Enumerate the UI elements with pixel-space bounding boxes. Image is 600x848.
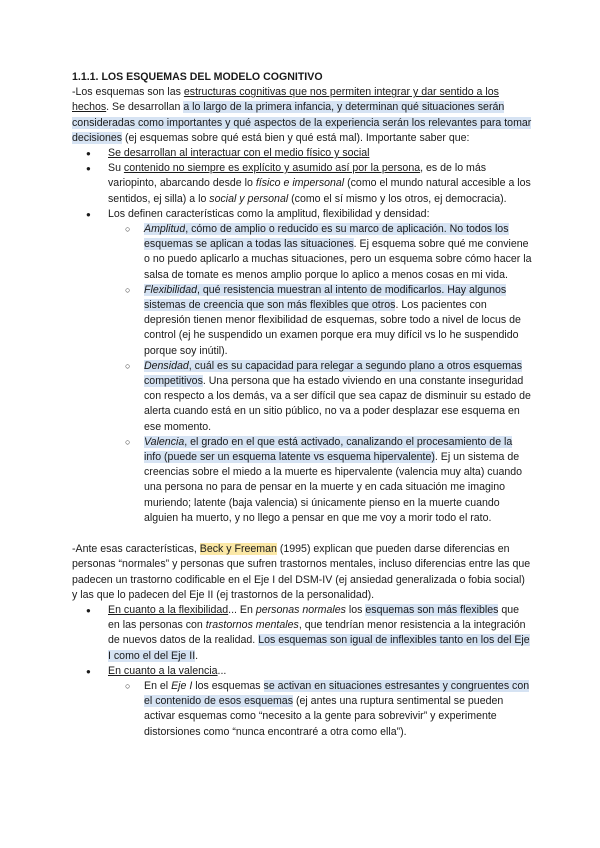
sublist-item-flexibilidad: ○ Flexibilidad, qué resistencia muestran al intento de modificarlos. Hay algunos sistemas de creencia que son más flexibles que otros. Los pacientes con depresión tienen menor flexibilidad de esquemas, sobre todo a nivel de locus de control (ej he suspendido un examen porque era muy difícil vs lo he suspendido porque soy inútil).	[108, 283, 532, 359]
list-item: ● Se desarrollan al interactuar con el medio físico y social	[72, 146, 532, 161]
sublist-item-eje1: ○ En el Eje I los esquemas se activan en situaciones estresantes y congruentes con el contenido de esos esquemas (ej antes una ruptura sentimental se pueden activar esquemas como “necesito a la gente para sobrevivir” y experimente distorsiones como “nunca encontraré a otra como ella”).	[108, 679, 532, 740]
characteristics-list	[72, 146, 532, 526]
intro-paragraph: -Los esquemas son las estructuras cognitivas que nos permiten integrar y dar sentido a los hechos. Se desarrollan a lo largo de la primera infancia, y determinan qué situaciones serán consideradas como importantes y qué aspectos de la experiencia serán los relevantes para tomar decisiones (ej esquemas sobre qué está bien y qué está mal). Importante saber que:	[72, 86, 532, 144]
list-item: ● Los definen características como la amplitud, flexibilidad y densidad: ○ Amplitud, cómo de amplio o reducido es su marco de aplicación. No todos los esquemas se aplican a todas las situaciones. Ej esquema sobre qué me conviene o no puedo aplicarlo a muchas situaciones, pero un esquema sobre cómo hacer la salsa de tomate es menos amplio porque lo aplico a menos cosas en mi vida. ○ Flexibilidad, qué resistencia muestran al intento de modificarlos. Hay algunos sistemas de creencia que son más flexibles que otros. Los pacientes con depresión tienen menor flexibilidad de esquemas, sobre todo a nivel de locus de control (ej he suspendido un examen porque era muy difícil vs lo he suspendido porque soy inútil). ○ Densidad, cuál es su capacidad para relegar a segundo plano a otros esquemas competitivos. Una persona que ha estado viviendo en una constante inseguridad con respecto a los demás, va a ser difícil que sea capaz de disminuir su estado de alerta cuando está en un sitio público, no va a poder desplazar ese esquema en ese momento. ○ Valencia, el grado en el que está activado, canalizando el procesamiento de la info (puede ser un esquema latente vs esquema hipervalente). Ej un sistema de creencias sobre el miedo a la muerte es hipervalente (valencia muy alta) cuando una persona no para de pensar en la muerte y en cada situación me imagino muriendo; latente (baja valencia) si únicamente pienso en la muerte cuando alguien ha muerto, y no llego a pensar en que me voy a morir todo el rato.	[72, 207, 532, 526]
sublist	[108, 222, 532, 526]
list-item: ● En cuanto a la flexibilidad... En personas normales los esquemas son más flexibles que en las personas con trastornos mentales, que tendrían menor resistencia a la integración de nuevos datos de la realidad. Los esquemas son igual de inflexibles tanto en los del Eje I como el del Eje II.	[72, 603, 532, 664]
list-item: ● Su contenido no siempre es explícito y asumido así por la persona, es de lo más variopinto, abarcando desde lo físico e impersonal (como el mundo natural accesible a los sentidos, ej silla) a lo social y personal (como el sí mismo y los otros, ej democracia).	[72, 161, 532, 207]
list-item: ● En cuanto a la valencia... ○ En el Eje I los esquemas se activan en situaciones estresantes y congruentes con el contenido de esos esquemas (ej antes una ruptura sentimental se pueden activar esquemas como “necesito a la gente para sobrevivir” y experimente distorsiones como “nunca encontraré a otra como ella”).	[72, 664, 532, 740]
beck-freeman-paragraph: -Ante esas características, Beck y Freeman (1995) explican que pueden darse diferencias en personas “normales” y personas que sufren trastornos mentales, incluso diferencias entre las que padecen un trastorno codificable en el Eje I del DSM-IV (ej ansiedad generalizada o fobia social) y las que lo padecen del Eje II (ej trastornos de la personalidad).	[72, 543, 531, 601]
sublist-item-amplitud: ○ Amplitud, cómo de amplio o reducido es su marco de aplicación. No todos los esquemas se aplican a todas las situaciones. Ej esquema sobre qué me conviene o no puedo aplicarlo a muchas situaciones, pero un esquema sobre cómo hacer la salsa de tomate es menos amplio porque lo aplico a menos cosas en mi vida.	[108, 222, 532, 283]
sublist-item-valencia: ○ Valencia, el grado en el que está activado, canalizando el procesamiento de la info (puede ser un esquema latente vs esquema hipervalente). Ej un sistema de creencias sobre el miedo a la muerte es hipervalente (valencia muy alta) cuando una persona no para de pensar en la muerte y en cada situación me imagino muriendo; latente (baja valencia) si únicamente pienso en la muerte cuando alguien ha muerto, y no llego a pensar en que me voy a morir todo el rato.	[108, 435, 532, 526]
sublist	[108, 679, 532, 740]
differences-list	[72, 603, 532, 740]
sublist-item-densidad: ○ Densidad, cuál es su capacidad para relegar a segundo plano a otros esquemas competitivos. Una persona que ha estado viviendo en una constante inseguridad con respecto a los demás, va a ser difícil que sea capaz de disminuir su estado de alerta cuando está en un sitio público, no va a poder desplazar ese esquema en ese momento.	[108, 359, 532, 435]
spacer	[72, 526, 532, 542]
section-heading: 1.1.1. LOS ESQUEMAS DEL MODELO COGNITIVO	[72, 71, 323, 83]
document-body	[72, 70, 532, 740]
